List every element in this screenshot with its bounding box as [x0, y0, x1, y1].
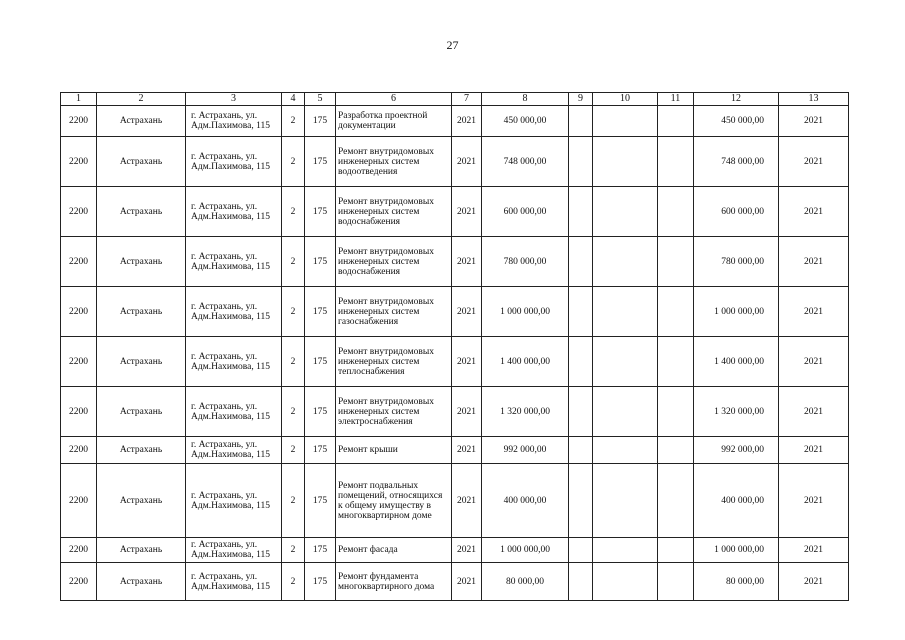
cell-col-9	[569, 337, 593, 387]
cell-entrances-count: 2	[282, 337, 305, 387]
cell-work-cost: 992 000,00	[482, 437, 569, 464]
cell-work-cost: 780 000,00	[482, 237, 569, 287]
cell-entrances-count: 2	[282, 137, 305, 187]
cell-work-type: Ремонт фундамента многоквартирного дома	[336, 563, 452, 601]
cell-entrances-count: 2	[282, 106, 305, 137]
cell-col-9	[569, 387, 593, 437]
cell-total-cost: 1 320 000,00	[694, 387, 779, 437]
cell-municipality: Астрахань	[97, 538, 186, 563]
cell-work-type: Ремонт внутридомовых инженерных систем газоснабжения	[336, 287, 452, 337]
cell-col-11	[658, 337, 694, 387]
table-row	[61, 137, 849, 187]
cell-apartments-count: 175	[305, 437, 336, 464]
cell-total-cost: 80 000,00	[694, 563, 779, 601]
cell-total-cost: 1 400 000,00	[694, 337, 779, 387]
cell-apartments-count: 175	[305, 187, 336, 237]
cell-col-10	[593, 287, 658, 337]
cell-apartments-count: 175	[305, 237, 336, 287]
cell-address: г. Астрахань, ул. Адм.Нахимова, 115	[186, 387, 282, 437]
cell-work-cost: 600 000,00	[482, 187, 569, 237]
cell-col-11	[658, 237, 694, 287]
page-number: 27	[446, 38, 459, 52]
cell-total-cost: 450 000,00	[694, 106, 779, 137]
cell-col-9	[569, 437, 593, 464]
cell-completion-year: 2021	[779, 563, 849, 601]
table-row	[61, 538, 849, 563]
column-number-header-row	[61, 93, 849, 106]
cell-municipality: Астрахань	[97, 106, 186, 137]
cell-address: г. Астрахань, ул. Адм.Нахимова, 115	[186, 287, 282, 337]
table-row	[61, 187, 849, 237]
table-row	[61, 106, 849, 137]
column-header-4: 4	[282, 93, 305, 106]
cell-completion-year: 2021	[779, 387, 849, 437]
column-header-7: 7	[452, 93, 482, 106]
cell-work-type: Ремонт фасада	[336, 538, 452, 563]
cell-work-type: Ремонт подвальных помещений, относящихся к общему имуществу в многоквартирном доме	[336, 464, 452, 538]
cell-work-type: Ремонт внутридомовых инженерных систем водоснабжения	[336, 187, 452, 237]
cell-oktmo-code: 2200	[61, 337, 97, 387]
cell-apartments-count: 175	[305, 387, 336, 437]
table-row	[61, 337, 849, 387]
cell-address: г. Астрахань, ул. Адм.Нахимова, 115	[186, 187, 282, 237]
cell-plan-year: 2021	[452, 437, 482, 464]
cell-entrances-count: 2	[282, 563, 305, 601]
cell-work-cost: 748 000,00	[482, 137, 569, 187]
cell-work-cost: 1 000 000,00	[482, 538, 569, 563]
cell-total-cost: 1 000 000,00	[694, 287, 779, 337]
cell-work-type: Ремонт крыши	[336, 437, 452, 464]
cell-work-type: Разработка проектной документации	[336, 106, 452, 137]
cell-col-10	[593, 237, 658, 287]
column-header-11: 11	[658, 93, 694, 106]
cell-oktmo-code: 2200	[61, 387, 97, 437]
cell-address: г. Астрахань, ул. Адм.Нахимова, 115	[186, 437, 282, 464]
cell-col-9	[569, 187, 593, 237]
cell-plan-year: 2021	[452, 237, 482, 287]
cell-completion-year: 2021	[779, 337, 849, 387]
cell-municipality: Астрахань	[97, 287, 186, 337]
cell-completion-year: 2021	[779, 538, 849, 563]
cell-col-10	[593, 187, 658, 237]
cell-col-10	[593, 563, 658, 601]
cell-oktmo-code: 2200	[61, 287, 97, 337]
cell-address: г. Астрахань, ул. Адм.Пахимова, 115	[186, 137, 282, 187]
cell-work-type: Ремонт внутридомовых инженерных систем водоснабжения	[336, 237, 452, 287]
cell-apartments-count: 175	[305, 464, 336, 538]
cell-total-cost: 400 000,00	[694, 464, 779, 538]
table-body	[61, 106, 849, 601]
cell-work-type: Ремонт внутридомовых инженерных систем теплоснабжения	[336, 337, 452, 387]
cell-work-cost: 1 400 000,00	[482, 337, 569, 387]
cell-oktmo-code: 2200	[61, 106, 97, 137]
table-row	[61, 237, 849, 287]
cell-entrances-count: 2	[282, 464, 305, 538]
cell-col-9	[569, 137, 593, 187]
column-header-2: 2	[97, 93, 186, 106]
cell-plan-year: 2021	[452, 337, 482, 387]
table-row	[61, 464, 849, 538]
cell-address: г. Астрахань, ул. Адм.Нахимова, 115	[186, 337, 282, 387]
cell-col-11	[658, 106, 694, 137]
cell-oktmo-code: 2200	[61, 187, 97, 237]
cell-oktmo-code: 2200	[61, 137, 97, 187]
column-header-1: 1	[61, 93, 97, 106]
column-header-8: 8	[482, 93, 569, 106]
cell-apartments-count: 175	[305, 538, 336, 563]
cell-work-type: Ремонт внутридомовых инженерных систем водоотведения	[336, 137, 452, 187]
cell-work-cost: 80 000,00	[482, 563, 569, 601]
table-row	[61, 563, 849, 601]
cell-completion-year: 2021	[779, 187, 849, 237]
cell-completion-year: 2021	[779, 464, 849, 538]
cell-municipality: Астрахань	[97, 437, 186, 464]
cell-completion-year: 2021	[779, 237, 849, 287]
cell-plan-year: 2021	[452, 137, 482, 187]
column-header-3: 3	[186, 93, 282, 106]
cell-col-11	[658, 563, 694, 601]
cell-oktmo-code: 2200	[61, 237, 97, 287]
cell-total-cost: 992 000,00	[694, 437, 779, 464]
cell-address: г. Астрахань, ул. Адм.Нахимова, 115	[186, 464, 282, 538]
cell-col-11	[658, 287, 694, 337]
cell-work-cost: 450 000,00	[482, 106, 569, 137]
cell-completion-year: 2021	[779, 287, 849, 337]
table-row	[61, 287, 849, 337]
cell-total-cost: 600 000,00	[694, 187, 779, 237]
cell-address: г. Астрахань, ул. Адм.Пахимова, 115	[186, 106, 282, 137]
cell-apartments-count: 175	[305, 287, 336, 337]
cell-plan-year: 2021	[452, 464, 482, 538]
cell-apartments-count: 175	[305, 563, 336, 601]
cell-municipality: Астрахань	[97, 137, 186, 187]
cell-address: г. Астрахань, ул. Адм.Нахимова, 115	[186, 563, 282, 601]
table-row	[61, 387, 849, 437]
table-row	[61, 437, 849, 464]
cell-municipality: Астрахань	[97, 464, 186, 538]
cell-address: г. Астрахань, ул. Адм.Нахимова, 115	[186, 237, 282, 287]
cell-work-cost: 1 320 000,00	[482, 387, 569, 437]
cell-col-11	[658, 464, 694, 538]
cell-oktmo-code: 2200	[61, 538, 97, 563]
cell-plan-year: 2021	[452, 563, 482, 601]
cell-plan-year: 2021	[452, 106, 482, 137]
cell-col-10	[593, 137, 658, 187]
cell-col-11	[658, 437, 694, 464]
cell-work-type: Ремонт внутридомовых инженерных систем электроснабжения	[336, 387, 452, 437]
cell-municipality: Астрахань	[97, 387, 186, 437]
cell-entrances-count: 2	[282, 237, 305, 287]
cell-municipality: Астрахань	[97, 337, 186, 387]
cell-col-9	[569, 237, 593, 287]
cell-col-9	[569, 106, 593, 137]
cell-col-10	[593, 387, 658, 437]
cell-col-9	[569, 563, 593, 601]
cell-col-9	[569, 464, 593, 538]
column-header-12: 12	[694, 93, 779, 106]
cell-completion-year: 2021	[779, 106, 849, 137]
column-header-9: 9	[569, 93, 593, 106]
cell-col-10	[593, 464, 658, 538]
column-header-13: 13	[779, 93, 849, 106]
cell-plan-year: 2021	[452, 538, 482, 563]
cell-apartments-count: 175	[305, 106, 336, 137]
cell-work-cost: 400 000,00	[482, 464, 569, 538]
cell-address: г. Астрахань, ул. Адм.Нахимова, 115	[186, 538, 282, 563]
column-header-5: 5	[305, 93, 336, 106]
cell-oktmo-code: 2200	[61, 437, 97, 464]
column-header-6: 6	[336, 93, 452, 106]
cell-work-cost: 1 000 000,00	[482, 287, 569, 337]
cell-entrances-count: 2	[282, 437, 305, 464]
cell-municipality: Астрахань	[97, 187, 186, 237]
cell-entrances-count: 2	[282, 387, 305, 437]
cell-entrances-count: 2	[282, 287, 305, 337]
cell-col-11	[658, 387, 694, 437]
cell-col-10	[593, 538, 658, 563]
cell-col-11	[658, 538, 694, 563]
cell-completion-year: 2021	[779, 137, 849, 187]
cell-entrances-count: 2	[282, 187, 305, 237]
cell-col-10	[593, 106, 658, 137]
cell-apartments-count: 175	[305, 337, 336, 387]
cell-col-11	[658, 187, 694, 237]
cell-completion-year: 2021	[779, 437, 849, 464]
cell-municipality: Астрахань	[97, 563, 186, 601]
cell-municipality: Астрахань	[97, 237, 186, 287]
capital-repair-table	[60, 92, 849, 601]
cell-plan-year: 2021	[452, 287, 482, 337]
cell-col-10	[593, 437, 658, 464]
cell-apartments-count: 175	[305, 137, 336, 187]
cell-col-9	[569, 287, 593, 337]
cell-oktmo-code: 2200	[61, 563, 97, 601]
cell-oktmo-code: 2200	[61, 464, 97, 538]
cell-col-10	[593, 337, 658, 387]
cell-total-cost: 748 000,00	[694, 137, 779, 187]
cell-plan-year: 2021	[452, 187, 482, 237]
cell-total-cost: 780 000,00	[694, 237, 779, 287]
column-header-10: 10	[593, 93, 658, 106]
cell-col-9	[569, 538, 593, 563]
cell-col-11	[658, 137, 694, 187]
cell-total-cost: 1 000 000,00	[694, 538, 779, 563]
cell-entrances-count: 2	[282, 538, 305, 563]
cell-plan-year: 2021	[452, 387, 482, 437]
